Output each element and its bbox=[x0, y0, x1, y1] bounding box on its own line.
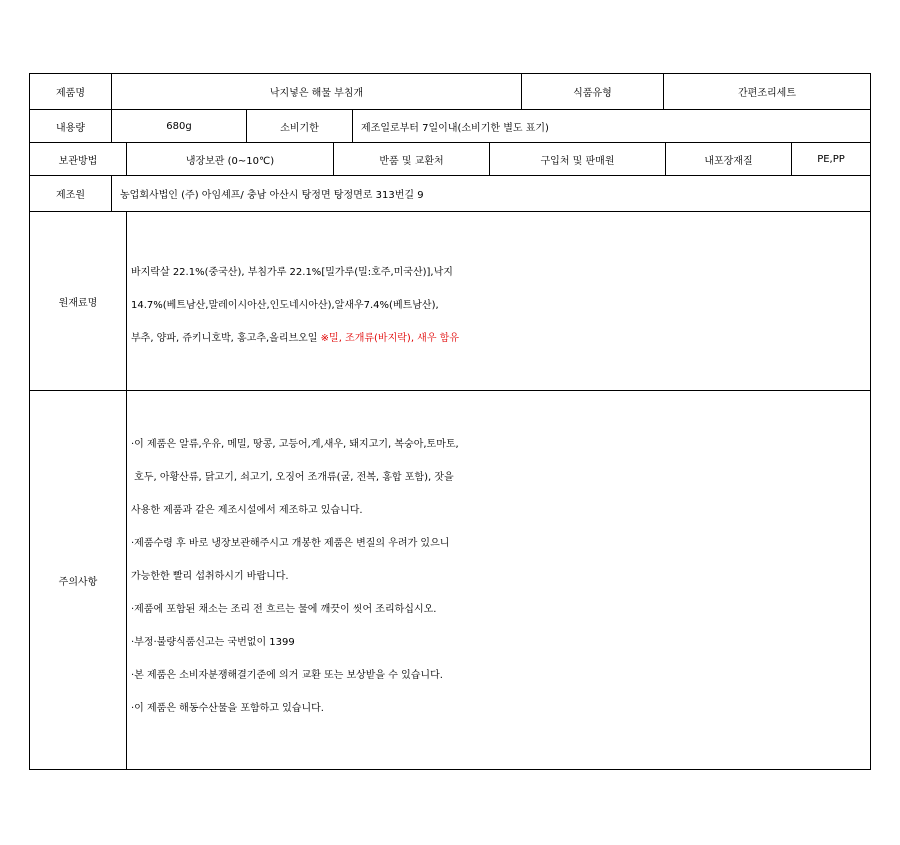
product-name-label: 제품명 bbox=[29, 73, 112, 110]
cautions-label: 주의사항 bbox=[29, 390, 127, 770]
ingredients-line-2: 14.7%(베트남산,말레이시아산,인도네시아산),알새우7.4%(베트남산), bbox=[131, 300, 439, 311]
ingredients-line-3 bbox=[131, 322, 870, 355]
manufacturer-label: 제조원 bbox=[29, 175, 112, 212]
volume-label: 내용량 bbox=[29, 109, 112, 143]
caution-line: ·부정·불량식품신고는 국번없이 1399 bbox=[131, 637, 295, 648]
return-label: 반품 및 교환처 bbox=[333, 142, 490, 176]
cautions-text bbox=[126, 390, 871, 770]
caution-line: ·제품에 포함된 채소는 조리 전 흐르는 물에 깨끗이 씻어 조리하십시오. bbox=[131, 604, 437, 615]
manufacturer-value: 농업회사법인 (주) 아임셰프/ 충남 아산시 탕정면 탕정면로 313번길 9 bbox=[111, 175, 871, 212]
storage-value: 냉장보관 (0~10℃) bbox=[126, 142, 334, 176]
packaging-value: PE,PP bbox=[791, 142, 871, 176]
food-type-value: 간편조리세트 bbox=[663, 73, 871, 110]
caution-line: ·본 제품은 소비자분쟁해결기준에 의거 교환 또는 보상받을 수 있습니다. bbox=[131, 670, 443, 681]
caution-line: ·이 제품은 알류,우유, 메밀, 땅콩, 고등어,게,새우, 돼지고기, 복숭아,토마토, bbox=[131, 439, 459, 450]
caution-line: 호두, 아황산류, 닭고기, 쇠고기, 오징어 조개류(굴, 전복, 홍합 포함), 잣을 bbox=[131, 472, 454, 483]
storage-label: 보관방법 bbox=[29, 142, 127, 176]
food-type-label: 식품유형 bbox=[521, 73, 664, 110]
ingredients-line-3-plain: 부추, 양파, 쥬키니호박, 홍고추,올리브오일 bbox=[131, 333, 321, 344]
packaging-label: 내포장재질 bbox=[665, 142, 792, 176]
return-value: 구입처 및 판매원 bbox=[489, 142, 666, 176]
caution-line: 가능한한 빨리 섭취하시기 바랍니다. bbox=[131, 571, 289, 582]
allergen-warning: ※밀, 조개류(바지락), 새우 함유 bbox=[320, 333, 459, 344]
expiry-value: 제조일로부터 7일이내(소비기한 별도 표기) bbox=[352, 109, 871, 143]
ingredients-text bbox=[126, 211, 871, 391]
volume-value: 680g bbox=[111, 109, 247, 143]
caution-line: 사용한 제품과 같은 제조시설에서 제조하고 있습니다. bbox=[131, 505, 363, 516]
product-name-value: 낙지넣은 해물 부침개 bbox=[111, 73, 522, 110]
ingredients-line-1: 바지락살 22.1%(중국산), 부침가루 22.1%[밀가루(밀:호주,미국산)],낙지 bbox=[131, 267, 453, 278]
ingredients-label: 원재료명 bbox=[29, 211, 127, 391]
caution-line: ·제품수령 후 바로 냉장보관해주시고 개봉한 제품은 변질의 우려가 있으니 bbox=[131, 538, 450, 549]
caution-line: ·이 제품은 해동수산물을 포함하고 있습니다. bbox=[131, 703, 324, 714]
expiry-label: 소비기한 bbox=[246, 109, 353, 143]
